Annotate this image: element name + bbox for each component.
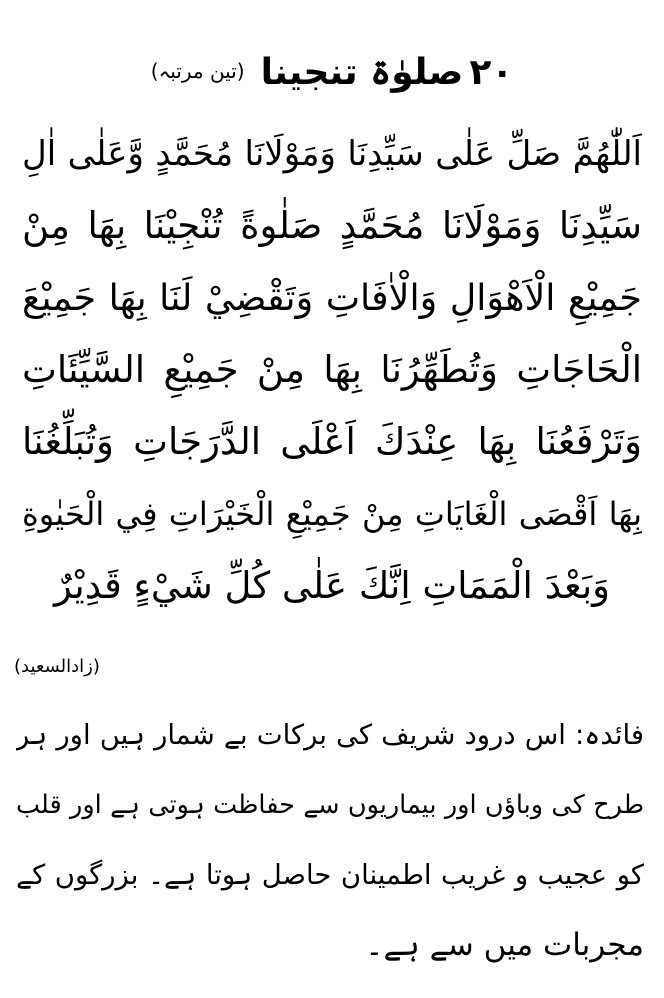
section-heading xyxy=(0,52,664,93)
dua-line: سَيِّدِنَا وَمَوْلَانَا مُحَمَّدٍ صَلٰوةً تُنْجِيْنَا بِهَا مِنْ xyxy=(22,204,642,247)
benefit-line: کو عجیب و غریب اطمینان حاصل ہوتا ہے۔ بزرگوں کے xyxy=(16,859,644,891)
dua-text xyxy=(22,118,642,622)
source-reference: (زادالسعید) xyxy=(14,656,100,677)
dua-line: اَللّٰهُمَّ صَلِّ عَلٰى سَيِّدِنَا وَمَوْلَانَا مُحَمَّدٍ وَّعَلٰى اٰلِ xyxy=(22,134,642,174)
dua-line: وَبَعْدَ الْمَمَاتِ اِنَّكَ عَلٰى كُلِّ شَيْءٍ قَدِيْرٌ xyxy=(53,564,611,607)
benefit-paragraph xyxy=(16,700,644,980)
benefit-line: طرح کی وباؤں اور بیماریوں سے حفاظت ہوتی ہے اور قلب xyxy=(16,790,644,820)
repetition-note: (تین مرتبہ) xyxy=(150,59,245,83)
dua-line: الْحَاجَاتِ وَتُطَهِّرُنَا بِهَا مِنْ جَمِيْعِ السَّيِّئَاتِ xyxy=(22,348,642,391)
dua-line: جَمِيْعِ الْاَهْوَالِ وَالْاٰفَاتِ وَتَقْضِيْ لَنَا بِهَا جَمِيْعَ xyxy=(22,276,642,319)
section-number: ۲۰ xyxy=(469,52,514,93)
benefit-line: فائدہ: اس درود شریف کی برکات بے شمار ہیں اور ہر xyxy=(16,719,644,751)
benefit-line: مجربات میں سے ہے۔ xyxy=(365,927,644,963)
dua-line: وَتَرْفَعُنَا بِهَا عِنْدَكَ اَعْلَى الدَّرَجَاتِ وَتُبَلِّغُنَا xyxy=(22,420,642,463)
dua-line: بِهَا اَقْصَى الْغَايَاتِ مِنْ جَمِيْعِ الْخَيْرَاتِ فِي الْحَيٰوةِ xyxy=(22,495,642,533)
section-title: صلوٰۃ تنجینا xyxy=(260,52,464,93)
